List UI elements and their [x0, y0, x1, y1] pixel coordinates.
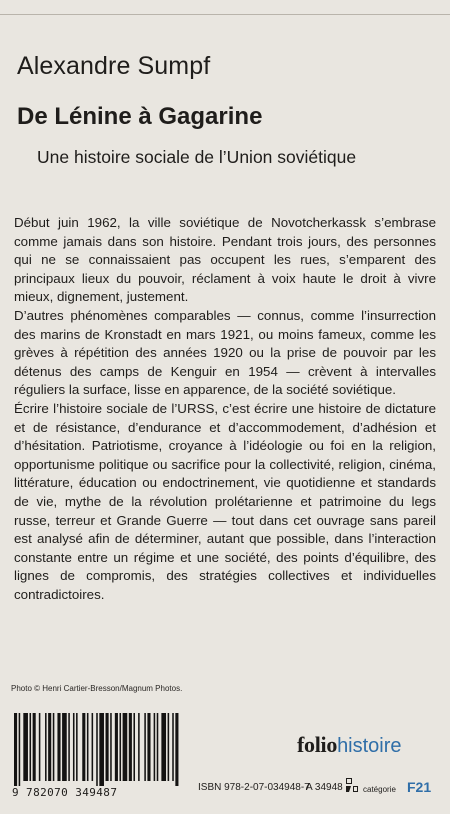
blurb-text: [14, 214, 436, 604]
barcode-bar: [120, 713, 122, 781]
barcode-bar: [19, 713, 21, 787]
barcode-bar: [76, 713, 78, 781]
blurb-paragraph-3: Écrire l’histoire sociale de l’URSS, c’est écrire une histoire de dictature et de résistance, d’endurance et d’accommodement, d’adhésion et d’hésitation. Patriotisme, croyance à l’idéologie ou foi en la religion, opportunisme politique ou sacrifice pour la collectivité, religion, cinéma, littérature, éducation ou endoctrinement, vie quotidienne et standards de vie, mythe de la révolution prolétarienne et patrimoine du legs russe, terreur et Grande Guerre — tout dans cet ouvrage sans pareil est analysé afin de déterminer, autant que possible, dans l’interaction constante entre un régime et une société, des points d’équilibre, des lignes de compromis, des stratégies collectives et individuelles contradictoires.: [14, 400, 436, 602]
barcode-bar: [133, 713, 135, 781]
logo-histoire-text: histoire: [337, 735, 402, 757]
book-subtitle: Une histoire sociale de l’Union soviétique: [37, 147, 357, 167]
barcode-bar: [14, 713, 17, 787]
barcode-bar: [147, 713, 150, 781]
barcode-bar: [123, 713, 128, 781]
barcode-bar: [172, 713, 174, 781]
barcode-bar: [48, 713, 51, 781]
barcode-bar: [138, 713, 140, 781]
barcode-bar: [157, 713, 159, 781]
blurb-paragraph-2: D’autres phénomènes comparables — connus, comme l’insurrection des marins de Kronstadt en mars 1921, ou moins fameux, comme les grèves à répétition des années 1920 ou la prise de pouvoir par les détenus des camps de Kenguir en 1954 — crèvent à intervalles réguliers la surface, lisse en apparence, de la société soviétique.: [14, 307, 436, 398]
barcode-bar: [96, 713, 98, 787]
price-code: A 34948: [306, 782, 343, 793]
barcode-bar: [82, 713, 85, 781]
book-title: De Lénine à Gagarine: [17, 103, 263, 130]
barcode-bar: [87, 713, 89, 781]
top-divider: [0, 14, 450, 15]
barcode-bar: [175, 713, 178, 787]
barcode-bar: [144, 713, 146, 781]
blurb-paragraph-1: Début juin 1962, la ville soviétique de Novotcherkassk s’embrase comme jamais dans son histoire. Pendant trois jours, des personnes qui ne se connaissaient pas occupent les rues, s’emparent des principaux lieux du pouvoir, réclament à voix haute le droit à vivre mieux, dignement, justement.: [14, 215, 436, 305]
barcode-bar: [154, 713, 156, 781]
barcode-bar: [39, 713, 41, 781]
photo-credit: Photo © Henri Cartier-Bresson/Magnum Photos.: [11, 684, 183, 693]
logo-folio-text: folio: [297, 732, 338, 757]
barcode-bar: [23, 713, 28, 781]
barcode-bar: [73, 713, 75, 781]
isbn: ISBN 978-2-07-034948-7: [198, 782, 310, 793]
barcode-bar: [115, 713, 118, 781]
barcode-bar: [45, 713, 47, 781]
barcode-bar: [30, 713, 32, 781]
publisher-mark-icon: [344, 776, 360, 794]
barcode-number: 9 782070 349487: [12, 786, 184, 799]
barcode-bar: [161, 713, 166, 781]
barcode-bar: [92, 713, 94, 781]
barcode-bars-icon: [12, 713, 184, 787]
barcode-bar: [106, 713, 109, 781]
category-code: F21: [407, 779, 432, 795]
barcode-bar: [57, 713, 60, 781]
barcode-bar: [68, 713, 70, 781]
barcode-bar: [62, 713, 67, 781]
barcode-bar: [168, 713, 170, 781]
barcode-bar: [33, 713, 36, 781]
category-label: catégorie: [363, 785, 396, 794]
folio-histoire-logo: [297, 733, 402, 758]
barcode-bar: [110, 713, 112, 781]
author-name: Alexandre Sumpf: [17, 52, 211, 80]
barcode-bar: [99, 713, 104, 787]
barcode-bar: [53, 713, 55, 781]
barcode-bar: [129, 713, 132, 781]
